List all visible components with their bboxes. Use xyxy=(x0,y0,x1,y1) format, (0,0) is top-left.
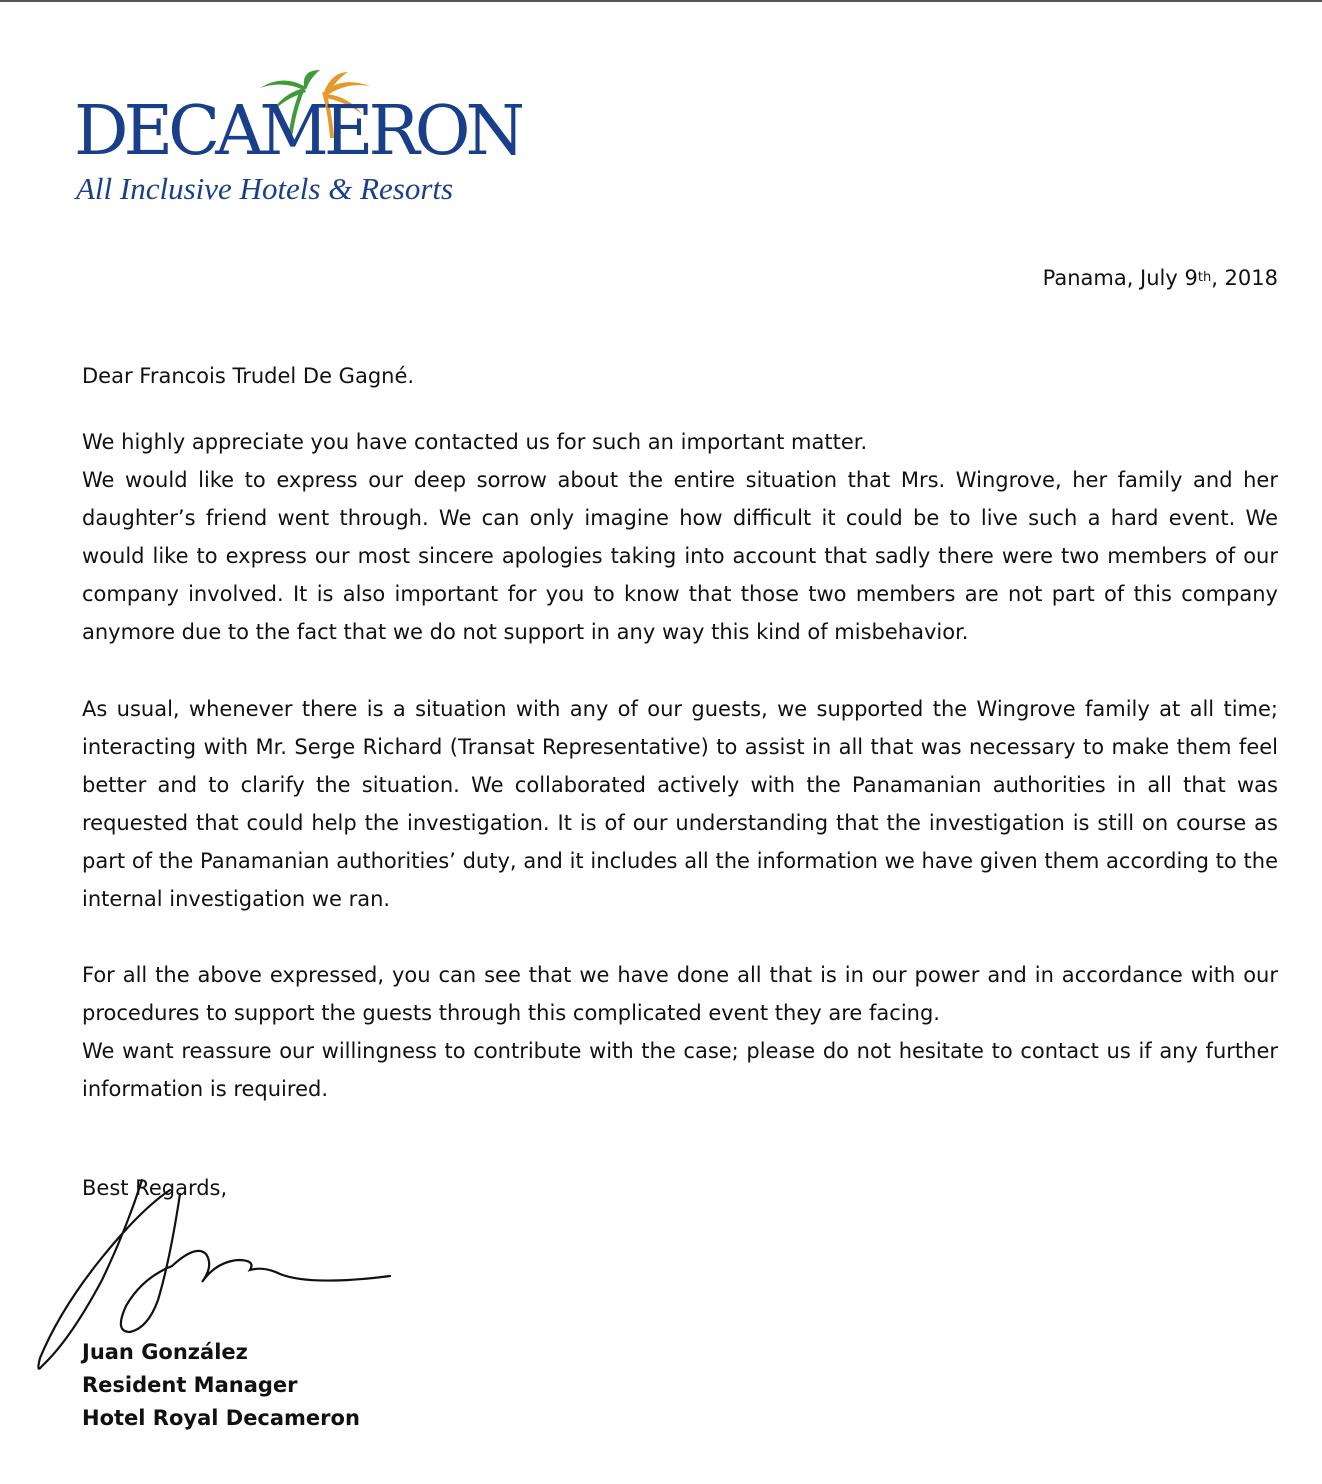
signer-name: Juan González xyxy=(82,1340,248,1364)
date-year: , 2018 xyxy=(1211,266,1278,290)
date-prefix: Panama, July 9 xyxy=(1042,266,1198,290)
date-ordinal-suffix: th xyxy=(1197,270,1212,285)
paragraph-1 xyxy=(82,423,1278,651)
logo-tagline: All Inclusive Hotels & Resorts xyxy=(76,171,454,206)
paragraph-1-opening: We highly appreciate you have contacted us for such an important matter. xyxy=(82,430,868,454)
signer-organization: Hotel Royal Decameron xyxy=(82,1406,360,1430)
salutation: Dear Francois Trudel De Gagné. xyxy=(82,364,415,388)
signer-title: Resident Manager xyxy=(82,1373,298,1397)
paragraph-3 xyxy=(82,956,1278,1108)
letter-date xyxy=(1043,262,1278,298)
paragraph-3-part-1: For all the above expressed, you can see that we have done all that is in our power and in accordance with our procedures to support the guests through this complicated event they are facing. xyxy=(82,963,1278,1025)
logo-wordmark: DECAMERON xyxy=(74,92,521,171)
closing: Best Regards, xyxy=(82,1176,228,1200)
paragraph-1-body: We would like to express our deep sorrow about the entire situation that Mrs. Wingrove, her family and her daughter’s friend went through. We can only imagine how difficult it could be to live such a hard event. We would like to express our most sincere apologies taking into account that sadly there were two members of our company involved. It is also important for you to know that those two members are not part of this company anymore due to the fact that we do not support in any way this kind of misbehavior. xyxy=(82,468,1278,644)
signature-block xyxy=(82,1336,360,1435)
top-border xyxy=(0,0,1322,2)
paragraph-2: As usual, whenever there is a situation with any of our guests, we supported the Wingrove family at all time; interacting with Mr. Serge Richard (Transat Representative) to assist in all that was necessary to make them feel better and to clarify the situation. We collaborated actively with the Panamanian authorities in all that was requested that could help the investigation. It is of our understanding that the investigation is still on course as part of the Panamanian authorities’ duty, and it includes all the information we have given them according to the internal investigation we ran. xyxy=(82,697,1278,911)
decameron-logo xyxy=(74,68,521,208)
paragraph-3-part-2: We want reassure our willingness to contribute with the case; please do not hesitate to contact us if any further information is required. xyxy=(82,1039,1278,1101)
